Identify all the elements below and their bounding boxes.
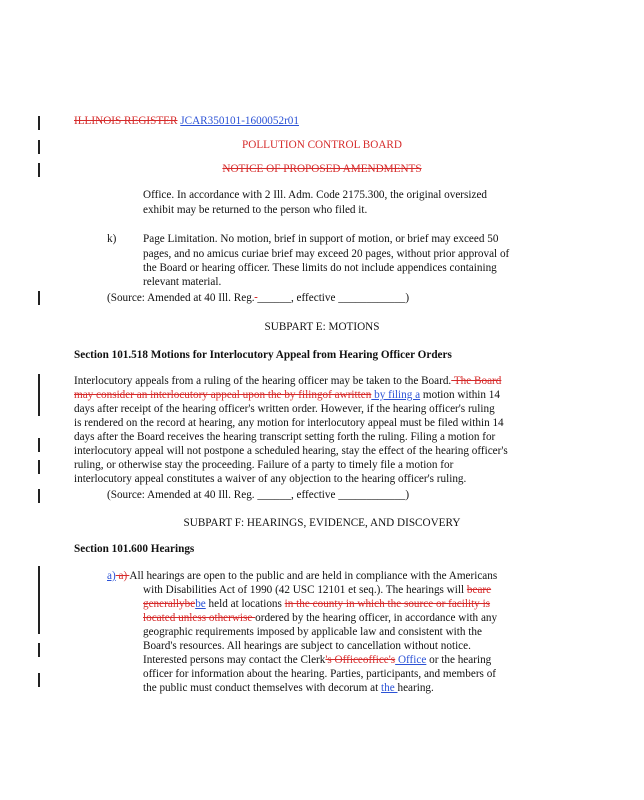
para-518-line: is rendered on the record at hearing, any motion for interlocutory appeal must be filed within 14 [74, 417, 504, 429]
change-bar [38, 673, 40, 687]
register-header: ILLINOIS REGISTER JCAR350101-1600052r01 [74, 115, 299, 127]
section-518-heading: Section 101.518 Motions for Interlocutory Appeal from Hearing Officer Orders [74, 349, 452, 361]
para-518-line: Interlocutory appeals from a ruling of the hearing officer may be taken to the Board. The Board [74, 375, 502, 387]
change-bar [38, 643, 40, 657]
item-k-line: relevant material. [143, 276, 222, 288]
subpart-f-heading: SUBPART F: HEARINGS, EVIDENCE, AND DISCOVERY [183, 517, 461, 529]
para-600-line: Interested persons may contact the Clerk's Officeoffice's Office or the hearing [143, 654, 492, 666]
item-k-line: Page Limitation. No motion, brief in support of motion, or brief may exceed 50 [143, 233, 499, 245]
para-600-line: geographic requirements imposed by applicable law and consistent with the [143, 626, 482, 638]
change-bar [38, 489, 40, 503]
para-518-line: days after receipt of the hearing officer's written order. However, if the hearing officer's ruling [74, 403, 495, 415]
para-518-line: interlocutory appeal will not postpone a scheduled hearing, stay the effect of the hearing officer's [74, 445, 508, 457]
change-bar [38, 374, 40, 416]
source-note: (Source: Amended at 40 Ill. Reg. ______, effective ____________) [107, 489, 410, 501]
board-title: POLLUTION CONTROL BOARD [242, 139, 402, 151]
para-600-line: the public must conduct themselves with decorum at the hearing. [143, 682, 434, 694]
para-600-line: with Disabilities Act of 1990 (42 USC 12101 et seq.). The hearings will beare [143, 584, 492, 596]
para-600-line: officer for information about the hearing. Parties, participants, and members of [143, 668, 497, 680]
item-k-label: k) [107, 233, 117, 245]
para-600-line: a) a) All hearings are open to the public and are held in compliance with the Americans [107, 570, 498, 582]
para-600-line: Board's resources. All hearings are subject to cancellation without notice. [143, 640, 471, 652]
change-bar [38, 291, 40, 305]
change-bar [38, 460, 40, 474]
para-518-line: ruling, or otherwise stay the proceeding. Failure of a party to timely file a motion for [74, 459, 454, 471]
para-600-line: located unless otherwise ordered by the hearing officer, in accordance with any [143, 612, 498, 624]
office-line-1: Office. In accordance with 2 Ill. Adm. Code 2175.300, the original oversized [143, 189, 488, 201]
change-bar [38, 116, 40, 130]
para-518-line: may consider an interlocutory appeal upon the by filingof awritten by filing a motion within 14 [74, 389, 500, 401]
section-600-heading: Section 101.600 Hearings [74, 543, 195, 555]
change-bar [38, 566, 40, 634]
office-line-2: exhibit may be returned to the person who filed it. [143, 204, 368, 216]
subpart-e-heading: SUBPART E: MOTIONS [264, 321, 380, 333]
notice-title: NOTICE OF PROPOSED AMENDMENTS [222, 163, 422, 175]
para-518-line: interlocutory appeal constitutes a waiver of any objection to the hearing officer's ruling. [74, 473, 467, 485]
para-518-line: days after the Board receives the hearing transcript setting forth the ruling. Filing a motion for [74, 431, 496, 443]
source-note: (Source: Amended at 40 Ill. Reg. ______, effective ____________) [107, 292, 410, 304]
item-k-line: pages, and no amicus curiae brief may exceed 20 pages, without prior approval of [143, 248, 510, 260]
change-bar [38, 438, 40, 452]
para-600-line: generallybebe held at locations in the county in which the source or facility is [143, 598, 491, 610]
item-k-line: the Board or hearing officer. These limits do not include appendices containing [143, 262, 497, 274]
